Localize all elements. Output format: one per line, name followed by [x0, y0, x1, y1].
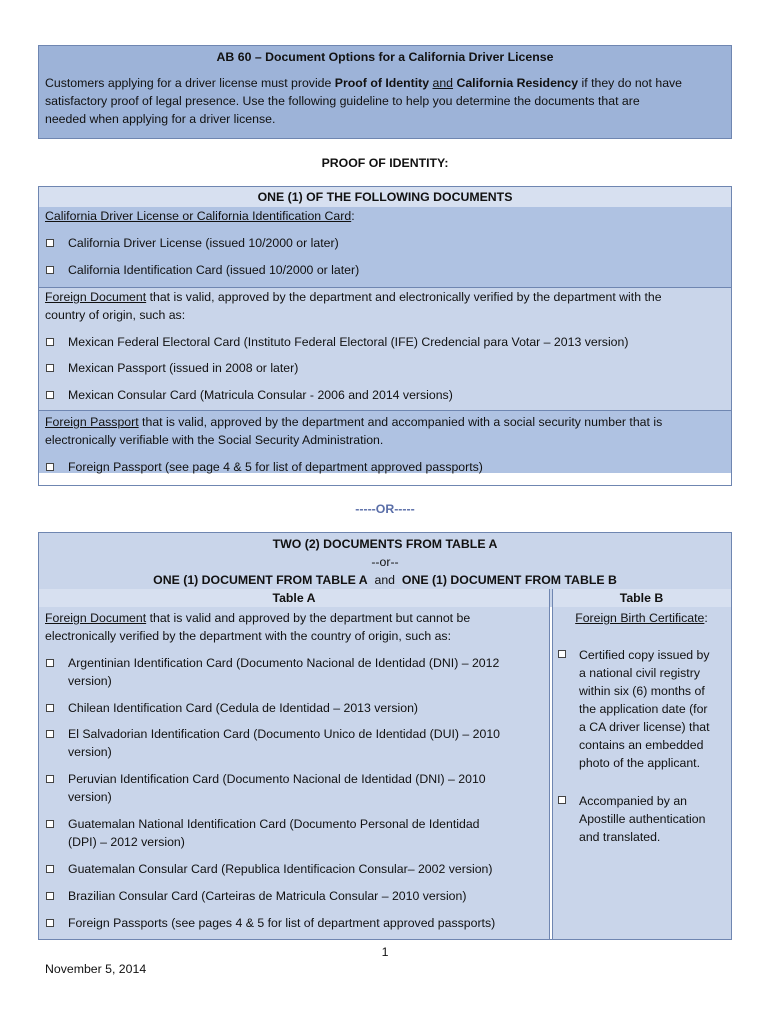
ca-section-label: California Driver License or California Identification Card: — [45, 209, 355, 223]
list-item: Mexican Federal Electoral Card (Instituto Federal Electoral (IFE) Credencial para Votar – 2013 version) — [68, 335, 629, 349]
intro-line-2: satisfactory proof of legal presence. Use the following guideline to help you determine the documents that are — [45, 94, 640, 108]
table-a-label: Foreign Document that is valid and approved by the department but cannot be — [45, 611, 471, 625]
list-item: Mexican Passport (issued in 2008 or later) — [68, 361, 299, 375]
foreign-passport-label: Foreign Passport that is valid, approved by the department and accompanied with a social security number that is — [45, 415, 663, 429]
checkbox[interactable] — [46, 659, 54, 667]
checkbox[interactable] — [46, 820, 54, 828]
page-number: 1 — [381, 945, 389, 959]
footer-date: November 5, 2014 — [45, 962, 147, 976]
two-documents-box — [38, 532, 732, 940]
doc-title: AB 60 – Document Options for a California Driver License — [216, 50, 554, 64]
two-doc-heading: TWO (2) DOCUMENTS FROM TABLE A — [272, 537, 498, 551]
table-a-text: electronically verified by the department with the country of origin, such as: — [45, 629, 452, 643]
list-item: Accompanied by an Apostille authentication and translated. — [579, 794, 706, 844]
checkbox[interactable] — [46, 775, 54, 783]
header-box — [38, 45, 732, 139]
one-document-box — [38, 186, 732, 486]
checkbox[interactable] — [558, 796, 566, 804]
checkbox[interactable] — [46, 730, 54, 738]
checkbox[interactable] — [46, 892, 54, 900]
foreign-doc-label: Foreign Document that is valid, approved by the department and electronically verified by the department with the — [45, 290, 662, 304]
list-item: Argentinian Identification Card (Documento Nacional de Identidad (DNI) – 2012 version) — [68, 656, 500, 688]
list-item: Guatemalan National Identification Card (Documento Personal de Identidad (DPI) – 2012 version) — [68, 817, 480, 849]
list-item: Chilean Identification Card (Cedula de Identidad – 2013 version) — [68, 701, 418, 715]
two-doc-heading-2: ONE (1) DOCUMENT FROM TABLE A and ONE (1) DOCUMENT FROM TABLE B — [153, 573, 617, 587]
list-item: Mexican Consular Card (Matricula Consular - 2006 and 2014 versions) — [68, 388, 453, 402]
checkbox[interactable] — [46, 338, 54, 346]
checkbox[interactable] — [46, 463, 54, 471]
list-item: Foreign Passports (see pages 4 & 5 for list of department approved passports) — [68, 916, 496, 930]
list-item: Peruvian Identification Card (Documento Nacional de Identidad (DNI) – 2010 version) — [68, 772, 486, 804]
foreign-passport-text: electronically verifiable with the Social Security Administration. — [45, 433, 384, 447]
checkbox[interactable] — [46, 266, 54, 274]
checkbox[interactable] — [46, 364, 54, 372]
list-item: California Driver License (issued 10/2000 or later) — [68, 236, 339, 250]
checkbox[interactable] — [46, 704, 54, 712]
list-item: El Salvadorian Identification Card (Documento Unico de Identidad (DUI) – 2010 version) — [68, 727, 500, 759]
table-b-title: Table B — [619, 591, 664, 605]
list-item: California Identification Card (issued 10/2000 or later) — [68, 263, 360, 277]
or-divider: -----OR----- — [355, 502, 415, 516]
intro-line-1: Customers applying for a driver license must provide Proof of Identity and California Residency if they do not have — [45, 76, 683, 90]
list-item: Guatemalan Consular Card (Republica Identificacion Consular– 2002 version) — [68, 862, 493, 876]
proof-of-identity-heading: PROOF OF IDENTITY: — [321, 156, 449, 170]
list-item: Certified copy issued by a national civil registry within six (6) months of the application date (for a CA driver license) that contains an embedded photo of the applicant. — [579, 648, 710, 770]
table-a-title: Table A — [272, 591, 316, 605]
list-item: Brazilian Consular Card (Carteiras de Matricula Consular – 2010 version) — [68, 889, 467, 903]
one-doc-heading: ONE (1) OF THE FOLLOWING DOCUMENTS — [257, 190, 513, 204]
checkbox[interactable] — [46, 239, 54, 247]
checkbox[interactable] — [46, 919, 54, 927]
foreign-doc-text: country of origin, such as: — [45, 308, 186, 322]
checkbox[interactable] — [558, 650, 566, 658]
two-doc-or: --or-- — [371, 555, 399, 569]
checkbox[interactable] — [46, 391, 54, 399]
checkbox[interactable] — [46, 865, 54, 873]
intro-line-3: needed when applying for a driver license. — [45, 112, 276, 126]
table-b-label: Foreign Birth Certificate: — [575, 611, 708, 625]
list-item: Foreign Passport (see page 4 & 5 for list of department approved passports) — [68, 460, 483, 474]
